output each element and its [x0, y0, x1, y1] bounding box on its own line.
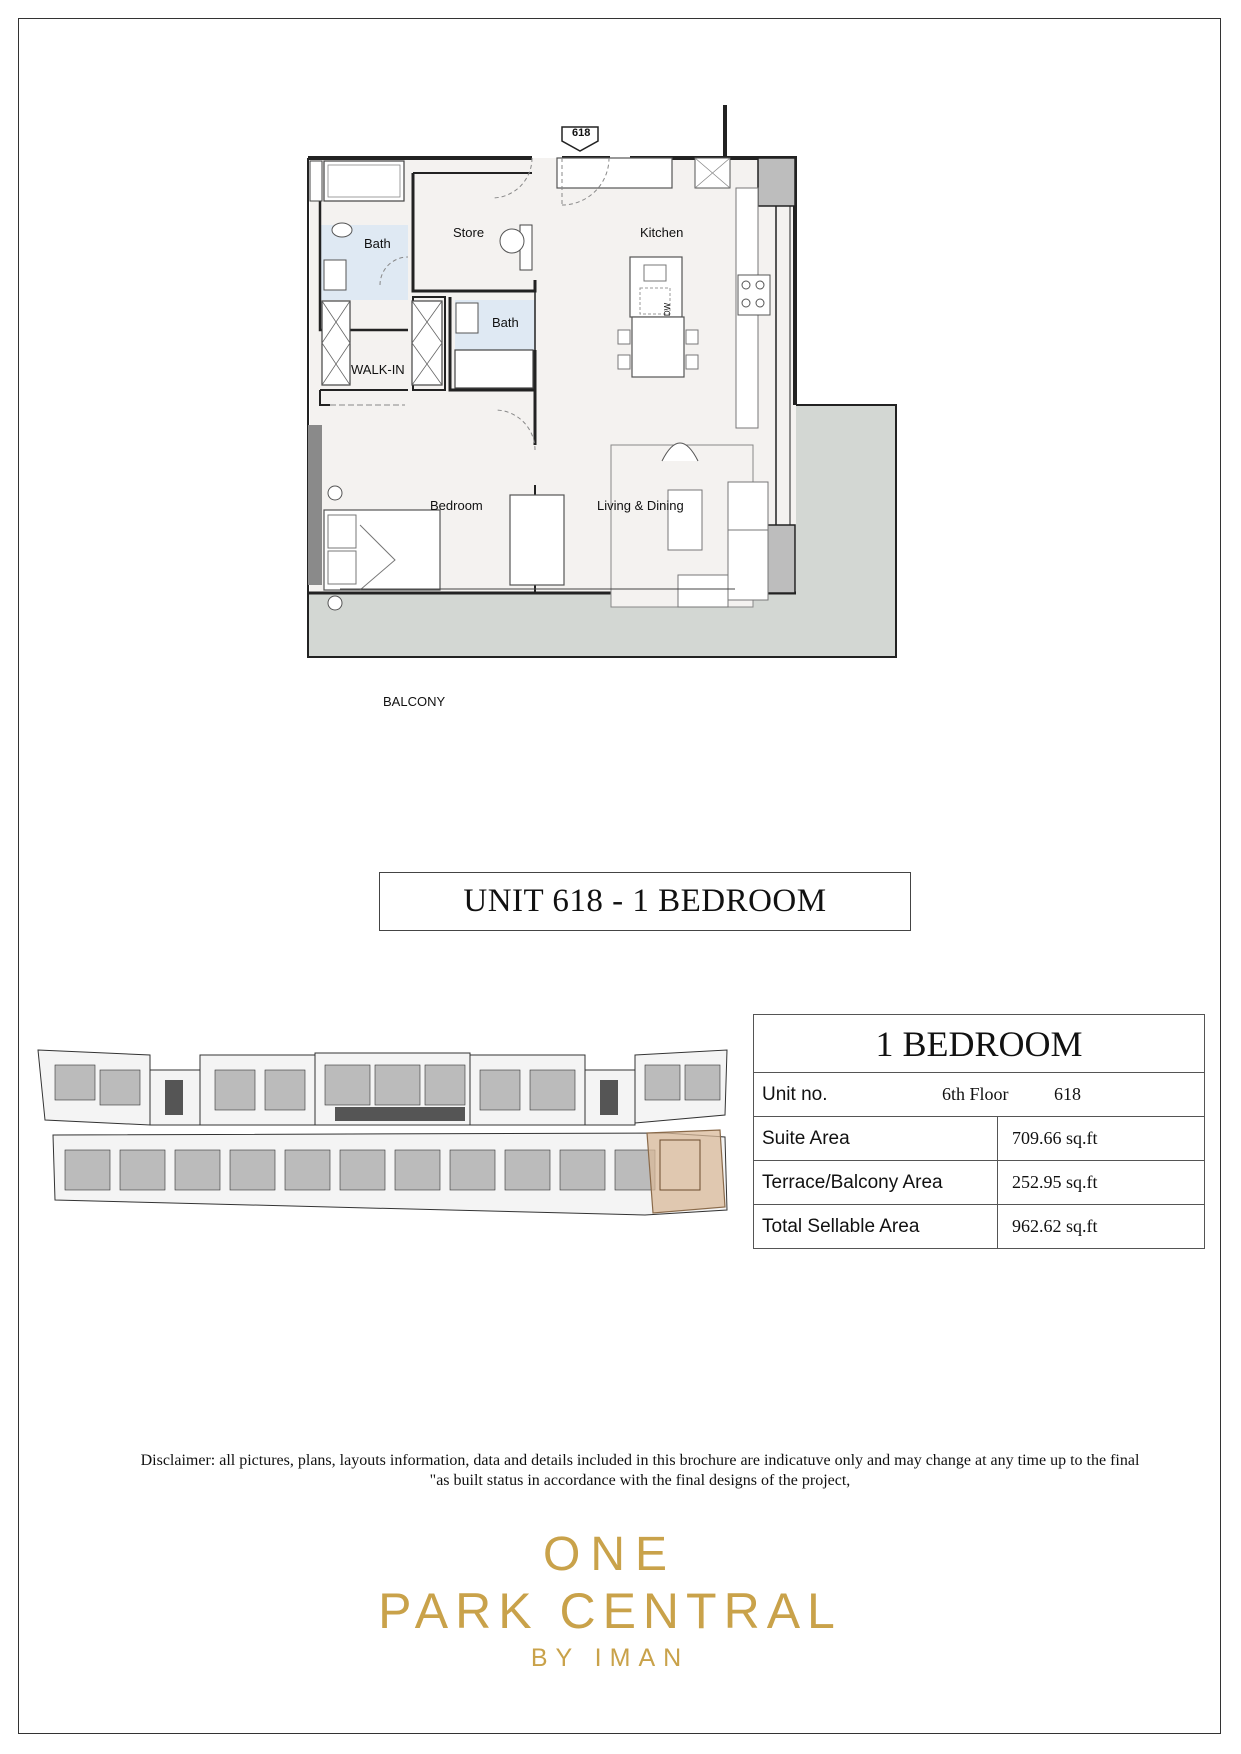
room-label-store: Store	[453, 225, 485, 240]
room-label-walk-in: WALK-IN	[351, 362, 405, 377]
unit-no-row	[754, 1073, 1205, 1117]
spec-row-value: 709.66 sq.ft	[998, 1117, 1205, 1161]
spec-row-total-area	[754, 1205, 1205, 1249]
unit-marker-label: 618	[572, 127, 591, 139]
spec-row-value: 962.62 sq.ft	[998, 1205, 1205, 1249]
unit-no-label: Unit no.	[762, 1083, 828, 1105]
spec-row-label: Total Sellable Area	[754, 1205, 998, 1249]
room-label-living-dining: Living & Dining	[597, 498, 684, 513]
spec-row-label: Suite Area	[754, 1117, 998, 1161]
spec-row-value: 252.95 sq.ft	[998, 1161, 1205, 1205]
logo-line-1: ONE	[542, 1528, 677, 1581]
highlighted-unit	[647, 1130, 725, 1213]
room-label-bath-1: Bath	[364, 236, 391, 251]
unit-title: UNIT 618 - 1 BEDROOM	[379, 872, 911, 931]
unit-no-value: 618	[1054, 1084, 1081, 1104]
logo-line-2: PARK CENTRAL	[378, 1583, 842, 1639]
unit-floor-plan	[300, 105, 910, 755]
disclaimer	[60, 1451, 1220, 1491]
disclaimer-line-2: "as built status in accordance with the final designs of the project,	[429, 1472, 851, 1489]
spec-table	[753, 1014, 1205, 1249]
key-plan	[35, 1045, 735, 1220]
dishwasher-label: DW	[663, 302, 673, 317]
spec-heading: 1 BEDROOM	[754, 1015, 1205, 1073]
left-wall-strip	[308, 425, 322, 585]
spec-row-suite-area	[754, 1117, 1205, 1161]
room-label-bath-2: Bath	[492, 315, 519, 330]
spec-row-label: Terrace/Balcony Area	[754, 1161, 998, 1205]
room-label-balcony: BALCONY	[383, 694, 446, 709]
disclaimer-line-1: Disclaimer: all pictures, plans, layouts information, data and details included in this brochure are indicatuve only and may change at any time up to the final	[140, 1452, 1140, 1469]
logo-line-3: BY IMAN	[530, 1644, 690, 1672]
room-label-kitchen: Kitchen	[640, 225, 684, 240]
room-label-bedroom: Bedroom	[430, 498, 483, 513]
brand-logo	[370, 1528, 850, 1676]
floor-value: 6th Floor	[942, 1084, 1009, 1104]
spec-row-terrace-area	[754, 1161, 1205, 1205]
